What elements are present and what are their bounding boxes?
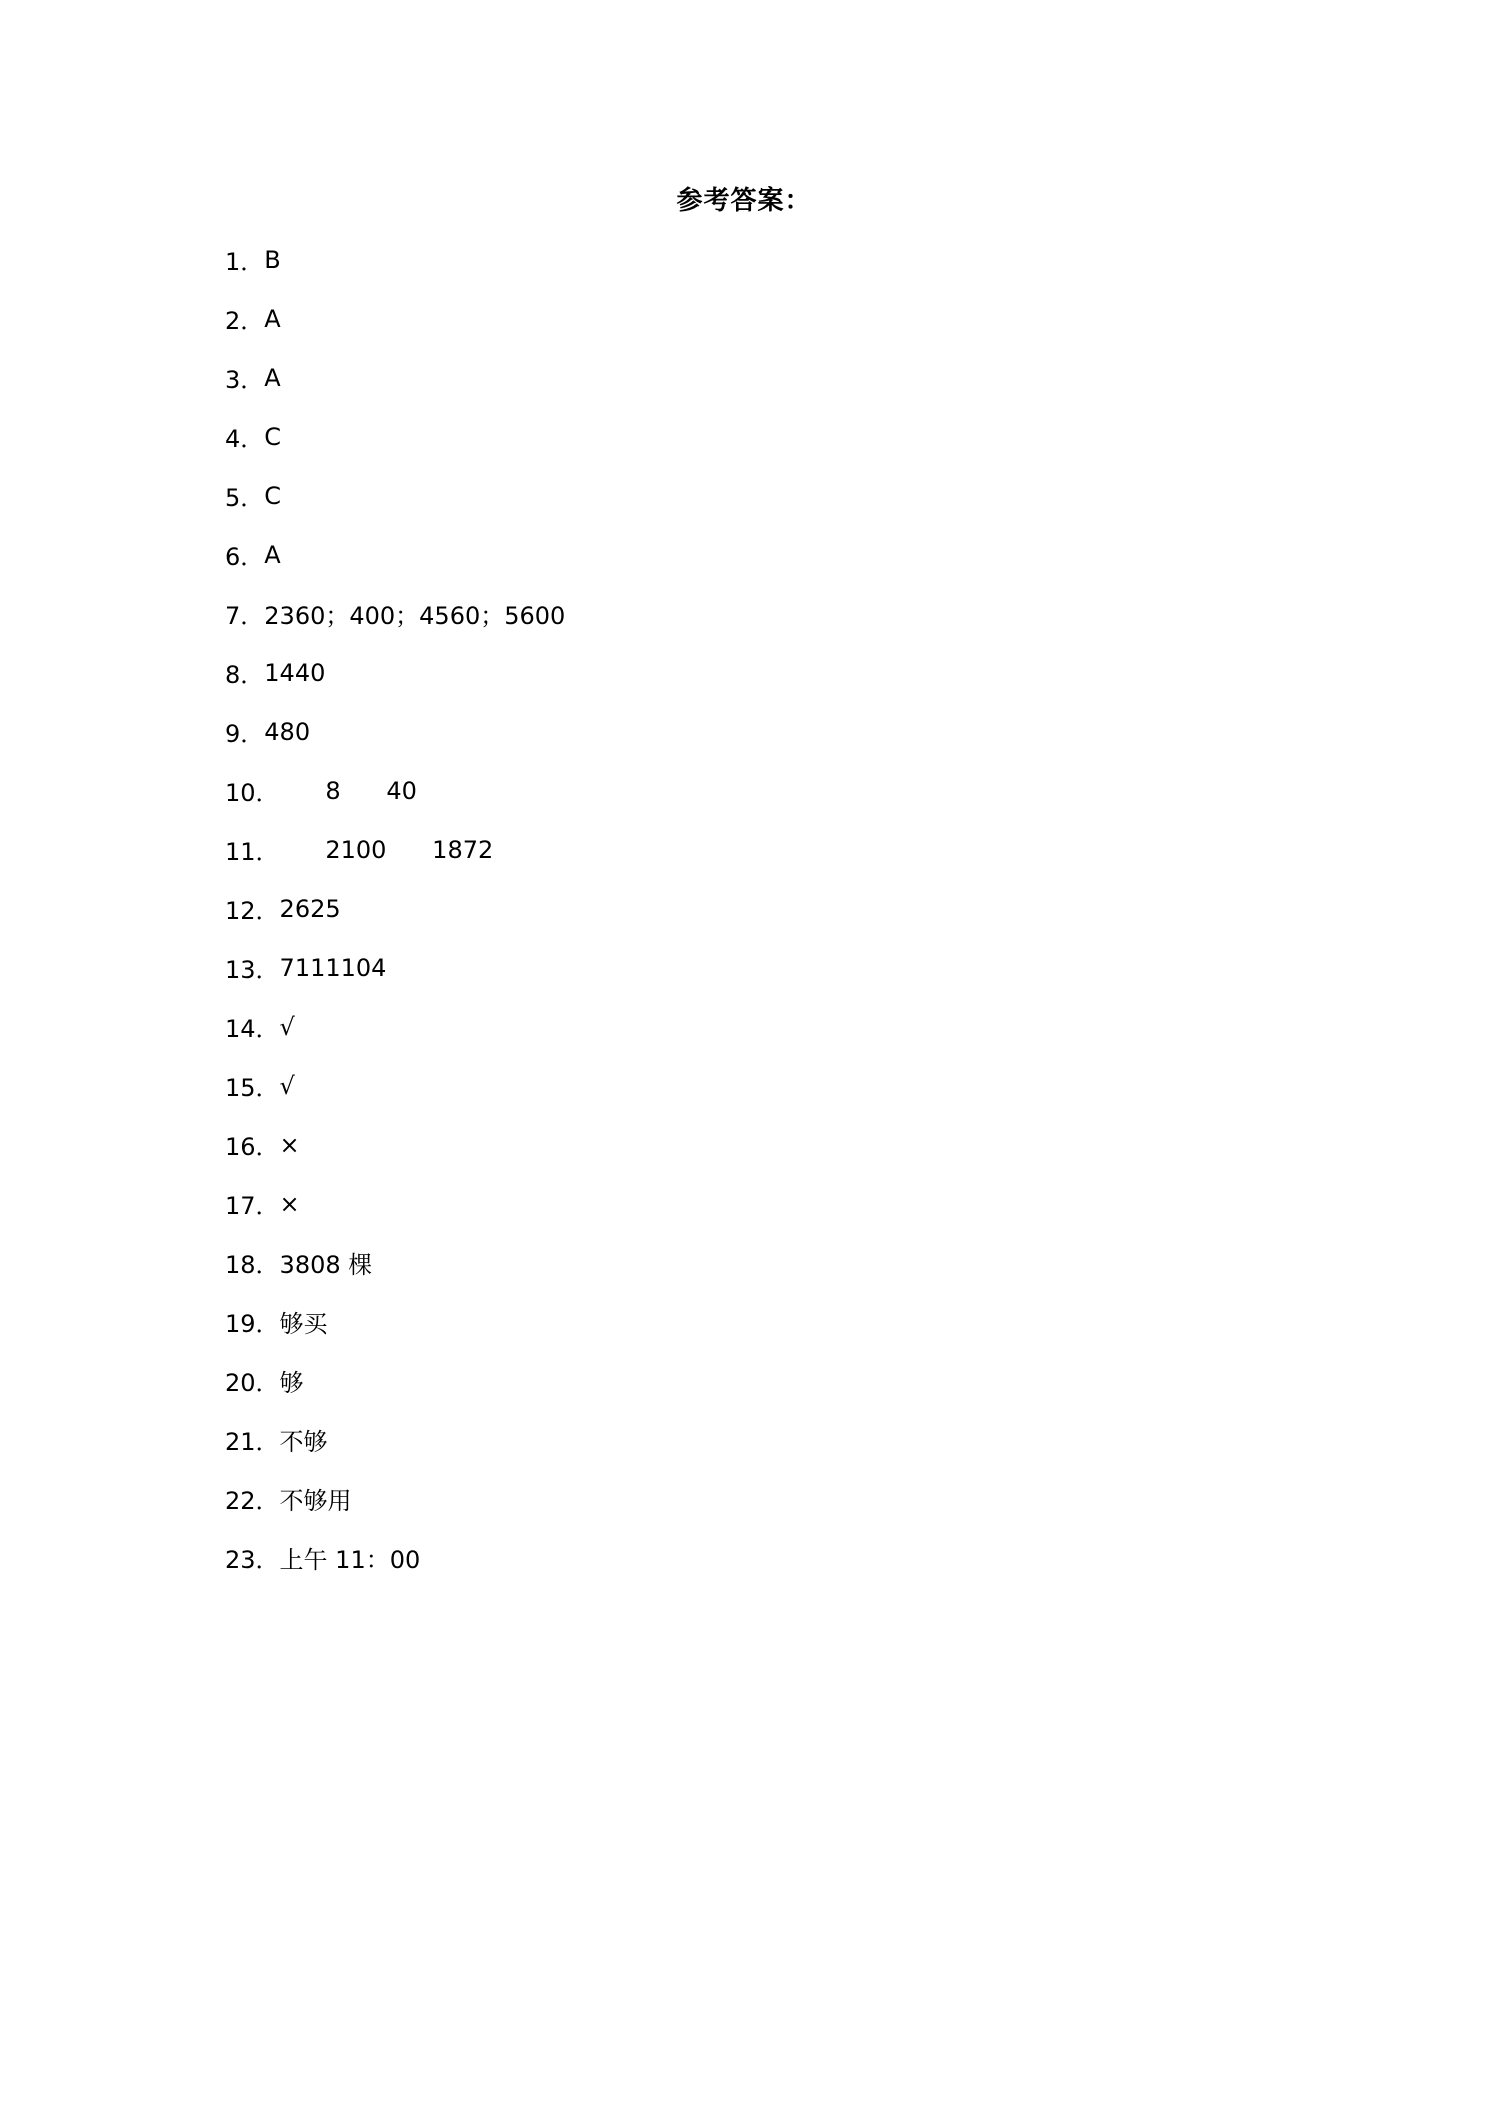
answer-item-14 bbox=[225, 997, 565, 1056]
answer-item-8 bbox=[225, 643, 565, 702]
answer-number: 8． bbox=[225, 661, 265, 689]
answer-item-22 bbox=[225, 1469, 565, 1528]
answer-text: 1440 bbox=[264, 658, 326, 687]
answer-text: 2625 bbox=[279, 894, 341, 923]
answer-item-9 bbox=[225, 702, 565, 761]
answer-number: 12． bbox=[225, 897, 280, 925]
answer-item-6 bbox=[225, 525, 565, 584]
answer-text: √ bbox=[279, 1012, 295, 1041]
answer-item-2 bbox=[225, 289, 565, 348]
answer-item-13 bbox=[225, 938, 565, 997]
answer-number: 18． bbox=[225, 1251, 280, 1279]
answer-text: A bbox=[264, 363, 281, 392]
answer-number: 17． bbox=[225, 1192, 280, 1220]
answer-text: 上午 11：00 bbox=[279, 1546, 421, 1574]
answer-item-4 bbox=[225, 407, 565, 466]
answer-number: 21． bbox=[225, 1428, 280, 1456]
answer-item-15 bbox=[225, 1056, 565, 1115]
answer-item-18 bbox=[225, 1233, 565, 1292]
answer-item-7 bbox=[225, 584, 565, 643]
answer-item-21 bbox=[225, 1410, 565, 1469]
answer-number: 14． bbox=[225, 1015, 280, 1043]
answer-number: 1． bbox=[225, 248, 265, 276]
answer-text: 够 bbox=[279, 1369, 304, 1397]
answer-text: √ bbox=[279, 1071, 295, 1100]
answer-item-11 bbox=[225, 820, 565, 879]
answer-number: 11． bbox=[225, 838, 280, 866]
answer-text: 2360；400；4560；5600 bbox=[264, 602, 566, 630]
answer-item-12 bbox=[225, 879, 565, 938]
answer-number: 6． bbox=[225, 543, 265, 571]
answer-item-1 bbox=[225, 230, 565, 289]
answer-number: 10． bbox=[225, 779, 280, 807]
answer-number: 5． bbox=[225, 484, 265, 512]
answer-number: 19． bbox=[225, 1310, 280, 1338]
answer-text: 8 40 bbox=[279, 776, 417, 805]
answer-number: 22． bbox=[225, 1487, 280, 1515]
answer-list bbox=[225, 230, 565, 1587]
answer-item-17 bbox=[225, 1174, 565, 1233]
answer-text: × bbox=[279, 1130, 300, 1159]
answer-text: 不够 bbox=[279, 1428, 328, 1456]
answer-item-20 bbox=[225, 1351, 565, 1410]
answer-text: 不够用 bbox=[279, 1487, 352, 1515]
answer-item-10 bbox=[225, 761, 565, 820]
answer-text: 够买 bbox=[279, 1310, 328, 1338]
answer-number: 16． bbox=[225, 1133, 280, 1161]
answer-text: 7111104 bbox=[279, 953, 387, 982]
answer-number: 3． bbox=[225, 366, 265, 394]
answer-number: 13． bbox=[225, 956, 280, 984]
answer-text: C bbox=[264, 481, 282, 510]
answer-number: 20． bbox=[225, 1369, 280, 1397]
answer-text: A bbox=[264, 304, 281, 333]
answer-text: 3808 棵 bbox=[279, 1251, 373, 1279]
answer-text: B bbox=[264, 245, 281, 274]
answer-item-5 bbox=[225, 466, 565, 525]
answer-text: A bbox=[264, 540, 281, 569]
answer-text: 480 bbox=[264, 717, 311, 746]
answer-text: × bbox=[279, 1189, 300, 1218]
answer-number: 23． bbox=[225, 1546, 280, 1574]
answer-item-19 bbox=[225, 1292, 565, 1351]
answer-text: C bbox=[264, 422, 282, 451]
answer-number: 4． bbox=[225, 425, 265, 453]
answer-number: 7． bbox=[225, 602, 265, 630]
answer-item-23 bbox=[225, 1528, 565, 1587]
answer-text: 2100 1872 bbox=[279, 835, 494, 864]
answer-item-16 bbox=[225, 1115, 565, 1174]
answer-number: 15． bbox=[225, 1074, 280, 1102]
answer-number: 9． bbox=[225, 720, 265, 748]
page-title: 参考答案： bbox=[676, 186, 812, 216]
answer-number: 2． bbox=[225, 307, 265, 335]
answer-item-3 bbox=[225, 348, 565, 407]
